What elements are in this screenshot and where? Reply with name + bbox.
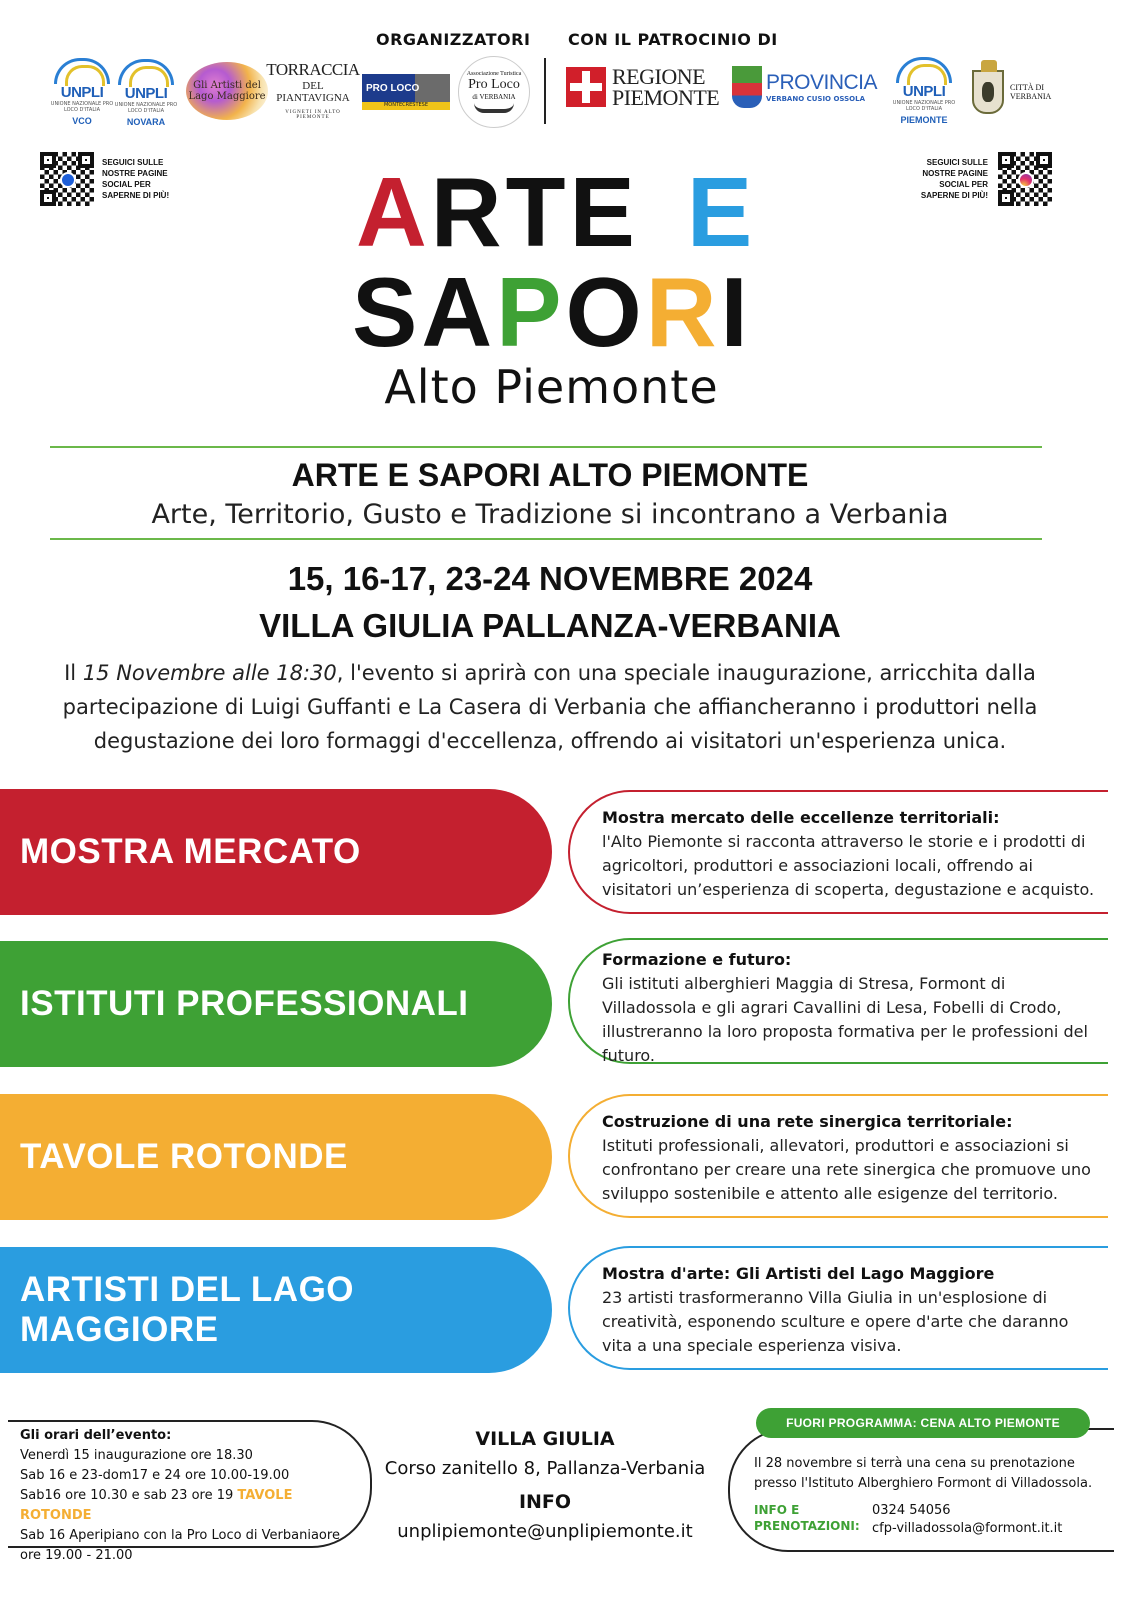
hours-line: Sab 16 Aperipiano con la Pro Loco di Verbaniaore — [20, 1528, 340, 1543]
event-heading: ARTE E SAPORI ALTO PIEMONTE — [291, 457, 809, 493]
venue-info — [380, 1428, 710, 1554]
unpli-word: UNPLI — [902, 83, 946, 100]
unpli-sub: VCO — [72, 116, 92, 126]
provincia-sub: VERBANO CUSIO OSSOLA — [766, 95, 865, 103]
title-line-2 — [352, 257, 752, 367]
provincia-name: PROVINCIA — [766, 71, 878, 94]
social-text-right: SEGUICI SULLE NOSTRE PAGINE SOCIAL PER SAPERNE DI PIÙ! — [920, 158, 988, 200]
provincia-crest-icon — [732, 66, 762, 108]
unpli-novara-logo — [114, 56, 178, 130]
event-hours-box — [8, 1420, 372, 1563]
unpli-tagline: UNIONE NAZIONALE PRO LOCO D'ITALIA — [50, 101, 114, 113]
info-title: INFO — [518, 1491, 572, 1513]
regione-piemonte-logo — [566, 66, 719, 108]
phone-link[interactable]: 0324 54056 — [872, 1503, 951, 1518]
hours-title: Gli orari dell’evento: — [20, 1428, 172, 1443]
section-desc-istituti: Formazione e futuro: Gli istituti alberghieri Maggia di Stresa, Formont di Villadossola e gli agrari Cavallini di Lesa, Fobelli di Crodo, illustreranno la loro proposta formativa per le professioni del futuro. — [568, 938, 1108, 1064]
facebook-icon — [60, 172, 76, 188]
venue-address: Corso zanitello 8, Pallanza-Verbania — [384, 1458, 706, 1479]
rainbow-icon — [118, 59, 174, 85]
venue-title: VILLA GIULIA — [475, 1428, 615, 1450]
title-line-1 — [356, 157, 757, 267]
rainbow-icon — [896, 57, 952, 83]
info-email-link[interactable]: unplipiemonte@unplipiemonte.it — [397, 1521, 693, 1542]
unpli-piemonte-logo — [892, 56, 956, 126]
artisti-logo-text: Gli Artisti del Lago Maggiore — [188, 80, 266, 102]
fuori-text: Il 28 novembre si terrà una cena su prenotazione presso l'Istituto Alberghiero Formont di Villadossola. — [754, 1456, 1093, 1491]
artisti-lago-maggiore-logo — [186, 62, 268, 120]
proloco-montecrestese-logo — [362, 72, 450, 112]
section-bar-tavole: TAVOLE ROTONDE — [0, 1094, 552, 1220]
title-letter: A — [421, 257, 497, 367]
title-letter: O — [565, 257, 646, 367]
title-letter: R — [645, 257, 721, 367]
proloco-verbania-assoc: Associazione Turistica — [466, 71, 522, 77]
torraccia-sub: DEL PIANTAVIGNA — [276, 80, 350, 104]
title-letter: E — [569, 157, 639, 267]
hours-line: ore 19.00 - 21.00 — [20, 1548, 133, 1563]
intro-date: 15 Novembre alle 18:30 — [82, 661, 337, 685]
provincia-vco-logo — [732, 66, 877, 108]
section-desc-mostra-mercato: Mostra mercato delle eccellenze territoriali: l'Alto Piemonte si racconta attraverso le storie e i prodotti di agricoltori, produttori e associazioni locali, offrendo ai visitatori un’esperienza di scoperta, degustazione e acquisto. — [568, 790, 1108, 914]
section-desc-tavole: Costruzione di una rete sinergica territoriale: Istituti professionali, allevatori, produttori e associazioni si confrontano per creare una rete sinergica che promuove uno sviluppo sostenibile e attento alle esigenze del territorio. — [568, 1094, 1108, 1218]
regione-l2: PIEMONTE — [612, 85, 720, 110]
title-script: Alto Piemonte — [384, 360, 719, 414]
unpli-tagline: UNIONE NAZIONALE PRO LOCO D'ITALIA — [114, 102, 178, 114]
qr-code-facebook[interactable] — [38, 150, 96, 208]
section-bar-mostra-mercato: MOSTRA MERCATO — [0, 789, 552, 915]
event-venue: VILLA GIULIA PALLANZA-VERBANIA — [259, 607, 841, 644]
event-tagline: Arte, Territorio, Gusto e Tradizione si incontrano a Verbania — [151, 499, 949, 530]
proloco-verbania-city: di VERBANIA — [472, 93, 516, 101]
section-bar-istituti: ISTITUTI PROFESSIONALI — [0, 941, 552, 1067]
rainbow-icon — [54, 58, 110, 84]
verbania-crest-icon — [972, 70, 1004, 114]
divider-top — [50, 446, 1042, 448]
proloco-verbania-name: Pro Loco — [468, 77, 520, 92]
fuori-programma-box — [728, 1428, 1114, 1552]
organizers-label: ORGANIZZATORI — [376, 30, 531, 49]
torraccia-name: TORRACCIA — [266, 60, 360, 79]
citta-verbania-logo — [972, 70, 1051, 114]
regione-l1: REGIONE — [612, 64, 706, 89]
proloco-box: PRO LOCO — [362, 74, 450, 102]
section-bar-artisti: ARTISTI DEL LAGO MAGGIORE — [0, 1247, 552, 1373]
torraccia-logo — [266, 60, 360, 120]
title-letter: S — [352, 257, 422, 367]
qr-code-instagram[interactable] — [996, 150, 1054, 208]
verbania-l1: CITTÀ DI — [1010, 83, 1044, 92]
hours-line: Venerdì 15 inaugurazione ore 18.30 — [20, 1448, 253, 1463]
title-letter: A — [356, 157, 431, 267]
unpli-sub: PIEMONTE — [900, 115, 948, 125]
unpli-vco-logo — [50, 56, 114, 128]
unpli-word: UNPLI — [60, 84, 104, 101]
instagram-icon — [1018, 172, 1034, 188]
header-divider — [544, 58, 546, 124]
boat-icon — [474, 103, 514, 113]
torraccia-tag: VIGNETI IN ALTO PIEMONTE — [285, 110, 341, 120]
unpli-word: UNPLI — [124, 85, 168, 102]
title-letter: R — [430, 157, 506, 267]
proloco-strip: MONTECRESTESE — [362, 102, 450, 110]
verbania-l2: VERBANIA — [1010, 92, 1052, 101]
divider-bottom — [50, 538, 1042, 540]
title-letter: E — [686, 157, 757, 267]
proloco-verbania-logo — [458, 56, 530, 128]
unpli-tagline: UNIONE NAZIONALE PRO LOCO D'ITALIA — [892, 100, 956, 112]
event-dates: 15, 16-17, 23-24 NOVEMBRE 2024 — [287, 560, 813, 597]
cross-shield-icon — [566, 67, 606, 107]
hours-line: Sab16 ore 10.30 e sab 23 ore 19 TAVOLE ROTONDE — [20, 1488, 293, 1523]
title-letter: T — [505, 157, 570, 267]
prenotazioni-label: INFO E PRENOTAZIONI: — [754, 1503, 860, 1533]
section-desc-artisti: Mostra d'arte: Gli Artisti del Lago Maggiore 23 artisti trasformeranno Villa Giulia in un'esplosione di creatività, esponendo sculture e opere d'arte che daranno vita a una speciale esperienza visiva. — [568, 1246, 1108, 1370]
social-text-left: SEGUICI SULLE NOSTRE PAGINE SOCIAL PER SAPERNE DI PIÙ! — [102, 158, 170, 200]
unpli-sub: NOVARA — [126, 117, 166, 127]
fuori-programma-pill: FUORI PROGRAMMA: CENA ALTO PIEMONTE — [756, 1408, 1090, 1438]
hours-line: Sab 16 e 23-dom17 e 24 ore 10.00-19.00 — [20, 1468, 290, 1483]
patronage-label: CON IL PATROCINIO DI — [568, 30, 778, 49]
email-link[interactable]: cfp-villadossola@formont.it.it — [872, 1521, 1063, 1536]
title-letter: P — [496, 257, 566, 367]
title-letter: I — [720, 257, 752, 367]
event-intro: Il 15 Novembre alle 18:30, l'evento si aprirà con una speciale inaugurazione, arricchita dalla partecipazione di Luigi Guffanti e La Casera di Verbania che affiancheranno i produttori nella degustazione dei loro formaggi d'eccellenza, offrendo ai visitatori un'esperienza unica. — [62, 661, 1038, 753]
